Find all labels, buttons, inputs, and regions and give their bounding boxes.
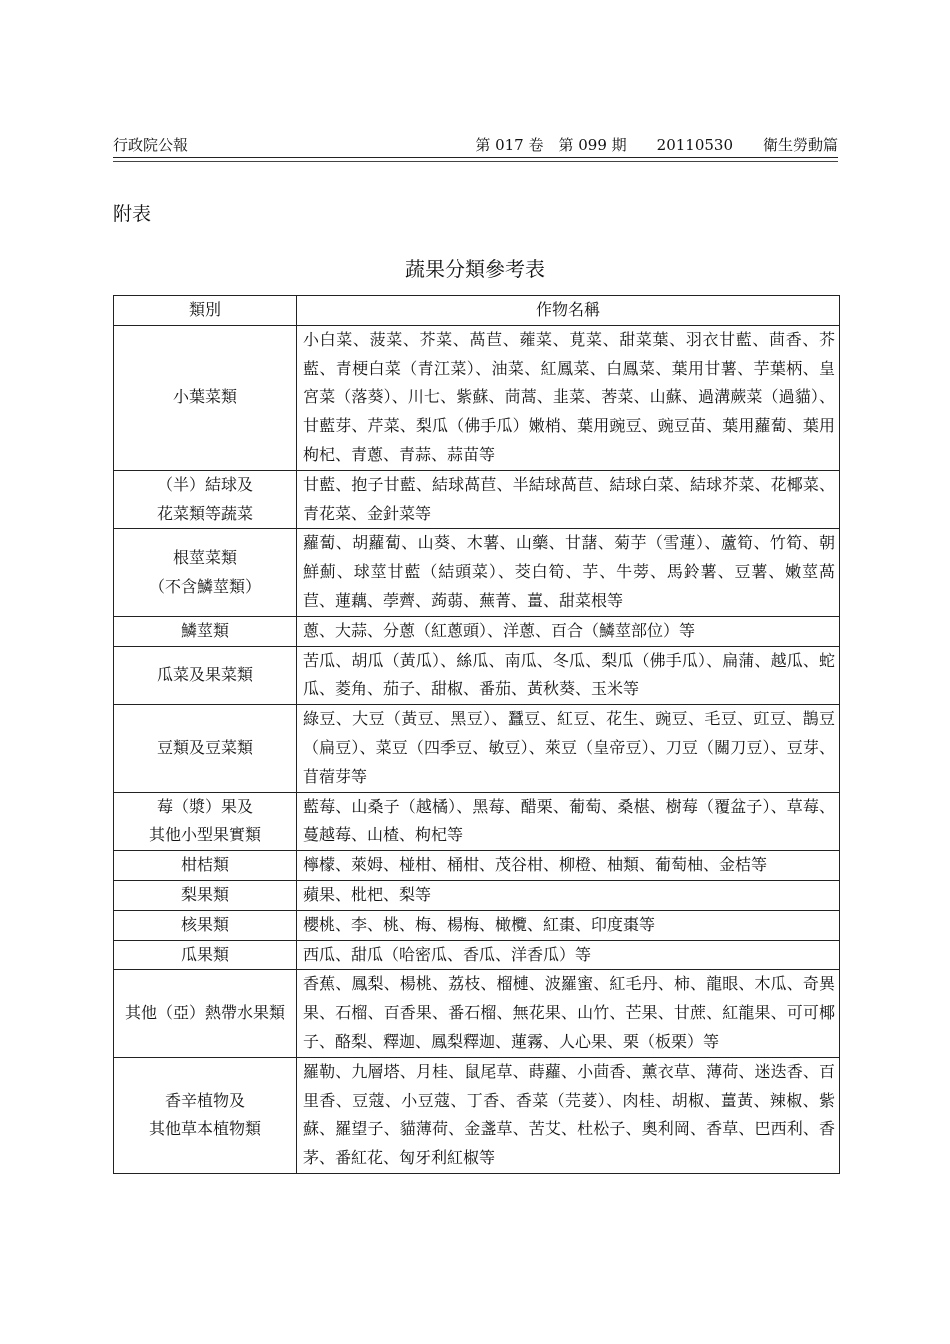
category-label: 柑桔類	[180, 855, 229, 875]
category-label: （半）結球及	[156, 474, 253, 494]
category-cell	[114, 470, 297, 529]
category-label: 瓜果類	[180, 944, 229, 964]
table-header-row	[114, 296, 840, 326]
category-label: 鱗莖類	[180, 620, 229, 640]
category-label: 其他（亞）熱帶水果類	[124, 1003, 285, 1023]
table-row	[114, 616, 840, 646]
publication-name: 行政院公報	[113, 136, 189, 154]
table-row	[114, 1057, 840, 1173]
category-cell	[114, 616, 297, 646]
table-row	[114, 970, 840, 1057]
category-label: 花菜類等蔬菜	[156, 503, 253, 523]
issue-info: 第 017 卷 第 099 期 20110530 衛生勞動篇	[475, 136, 838, 154]
category-label: 莓（漿）果及	[156, 796, 253, 816]
category-label: 豆類及豆菜類	[156, 737, 253, 757]
header-rule-thick	[113, 157, 838, 158]
crops-cell: 蔥、大蒜、分蔥（紅蔥頭）、洋蔥、百合（鱗莖部位）等	[297, 616, 840, 646]
crops-cell: 檸檬、萊姆、椪柑、桶柑、茂谷柑、柳橙、柚類、葡萄柚、金桔等	[297, 851, 840, 881]
crops-cell: 羅勒、九層塔、月桂、鼠尾草、蒔蘿、小茴香、薰衣草、薄荷、迷迭香、百里香、豆蔻、小豆蔻、丁香、香菜（芫荽）、肉桂、胡椒、薑黃、辣椒、紫蘇、羅望子、貓薄荷、金盞草、苦艾、杜松子、奧利岡、香草、巴西利、香茅、番紅花、匈牙利紅椒等	[297, 1057, 840, 1173]
category-label: 梨果類	[180, 884, 229, 904]
table-row	[114, 705, 840, 792]
appendix-label: 附表	[113, 203, 152, 225]
category-cell	[114, 646, 297, 705]
crops-cell: 綠豆、大豆（黃豆、黑豆）、蠶豆、紅豆、花生、豌豆、毛豆、豇豆、鵲豆（扁豆）、菜豆（四季豆、敏豆）、萊豆（皇帝豆）、刀豆（關刀豆）、豆芽、苜蓿芽等	[297, 705, 840, 792]
category-cell	[114, 910, 297, 940]
crops-cell: 蘋果、枇杷、梨等	[297, 880, 840, 910]
table-row	[114, 851, 840, 881]
header-rule-thin	[113, 161, 838, 162]
crops-cell: 藍莓、山桑子（越橘）、黑莓、醋栗、葡萄、桑椹、樹莓（覆盆子）、草莓、蔓越莓、山楂、枸杞等	[297, 792, 840, 851]
category-label: 核果類	[180, 914, 229, 934]
table-title: 蔬果分類參考表	[405, 257, 545, 281]
table-row	[114, 470, 840, 529]
table-row	[114, 529, 840, 616]
category-cell	[114, 1057, 297, 1173]
category-cell	[114, 705, 297, 792]
crops-cell: 甘藍、抱子甘藍、結球萵苣、半結球萵苣、結球白菜、結球芥菜、花椰菜、青花菜、金針菜等	[297, 470, 840, 529]
crops-cell: 香蕉、鳳梨、楊桃、荔枝、榴槤、波羅蜜、紅毛丹、柿、龍眼、木瓜、奇異果、石榴、百香果、番石榴、無花果、山竹、芒果、甘蔗、紅龍果、可可椰子、酪梨、釋迦、鳳梨釋迦、蓮霧、人心果、栗（板栗）等	[297, 970, 840, 1057]
crops-cell: 西瓜、甜瓜（哈密瓜、香瓜、洋香瓜）等	[297, 940, 840, 970]
table-row	[114, 910, 840, 940]
crops-cell: 苦瓜、胡瓜（黃瓜）、絲瓜、南瓜、冬瓜、梨瓜（佛手瓜）、扁蒲、越瓜、蛇瓜、菱角、茄子、甜椒、番茄、黃秋葵、玉米等	[297, 646, 840, 705]
table-row	[114, 880, 840, 910]
column-header-category: 類別	[114, 296, 297, 326]
page-header	[113, 134, 838, 158]
category-cell	[114, 880, 297, 910]
category-cell	[114, 529, 297, 616]
table-body	[114, 325, 840, 1173]
category-label: 小葉菜類	[172, 387, 237, 407]
table-row	[114, 792, 840, 851]
category-label: 其他小型果實類	[148, 825, 261, 845]
crops-cell: 小白菜、菠菜、芥菜、萵苣、蕹菜、莧菜、甜菜葉、羽衣甘藍、茴香、芥藍、青梗白菜（青江菜）、油菜、紅鳳菜、白鳳菜、葉用甘薯、芋葉柄、皇宮菜（落葵）、川七、紫蘇、茼蒿、韭菜、莕菜、山蘇、過溝蕨菜（過貓）、甘藍芽、芹菜、梨瓜（佛手瓜）嫩梢、葉用豌豆、豌豆苗、葉用蘿蔔、葉用枸杞、青蔥、青蒜、蒜苗等	[297, 325, 840, 470]
crops-cell: 櫻桃、李、桃、梅、楊梅、橄欖、紅棗、印度棗等	[297, 910, 840, 940]
crops-cell: 蘿蔔、胡蘿蔔、山葵、木薯、山藥、甘藷、菊芋（雪蓮）、蘆筍、竹筍、朝鮮薊、球莖甘藍（結頭菜）、茭白筍、芋、牛蒡、馬鈴薯、豆薯、嫩莖萵苣、蓮藕、荸薺、蒟蒻、蕪菁、薑、甜菜根等	[297, 529, 840, 616]
category-label: 根莖菜類	[172, 547, 237, 567]
category-cell	[114, 970, 297, 1057]
table-row	[114, 325, 840, 470]
category-cell	[114, 792, 297, 851]
classification-table	[113, 295, 840, 1174]
table-row	[114, 646, 840, 705]
category-cell	[114, 940, 297, 970]
table-row	[114, 940, 840, 970]
category-label: 瓜菜及果菜類	[156, 664, 253, 684]
category-label: 香辛植物及	[164, 1090, 245, 1110]
category-label: （不含鱗莖類）	[148, 576, 261, 596]
category-cell	[114, 851, 297, 881]
category-label: 其他草本植物類	[148, 1119, 261, 1139]
category-cell	[114, 325, 297, 470]
column-header-crops: 作物名稱	[297, 296, 840, 326]
